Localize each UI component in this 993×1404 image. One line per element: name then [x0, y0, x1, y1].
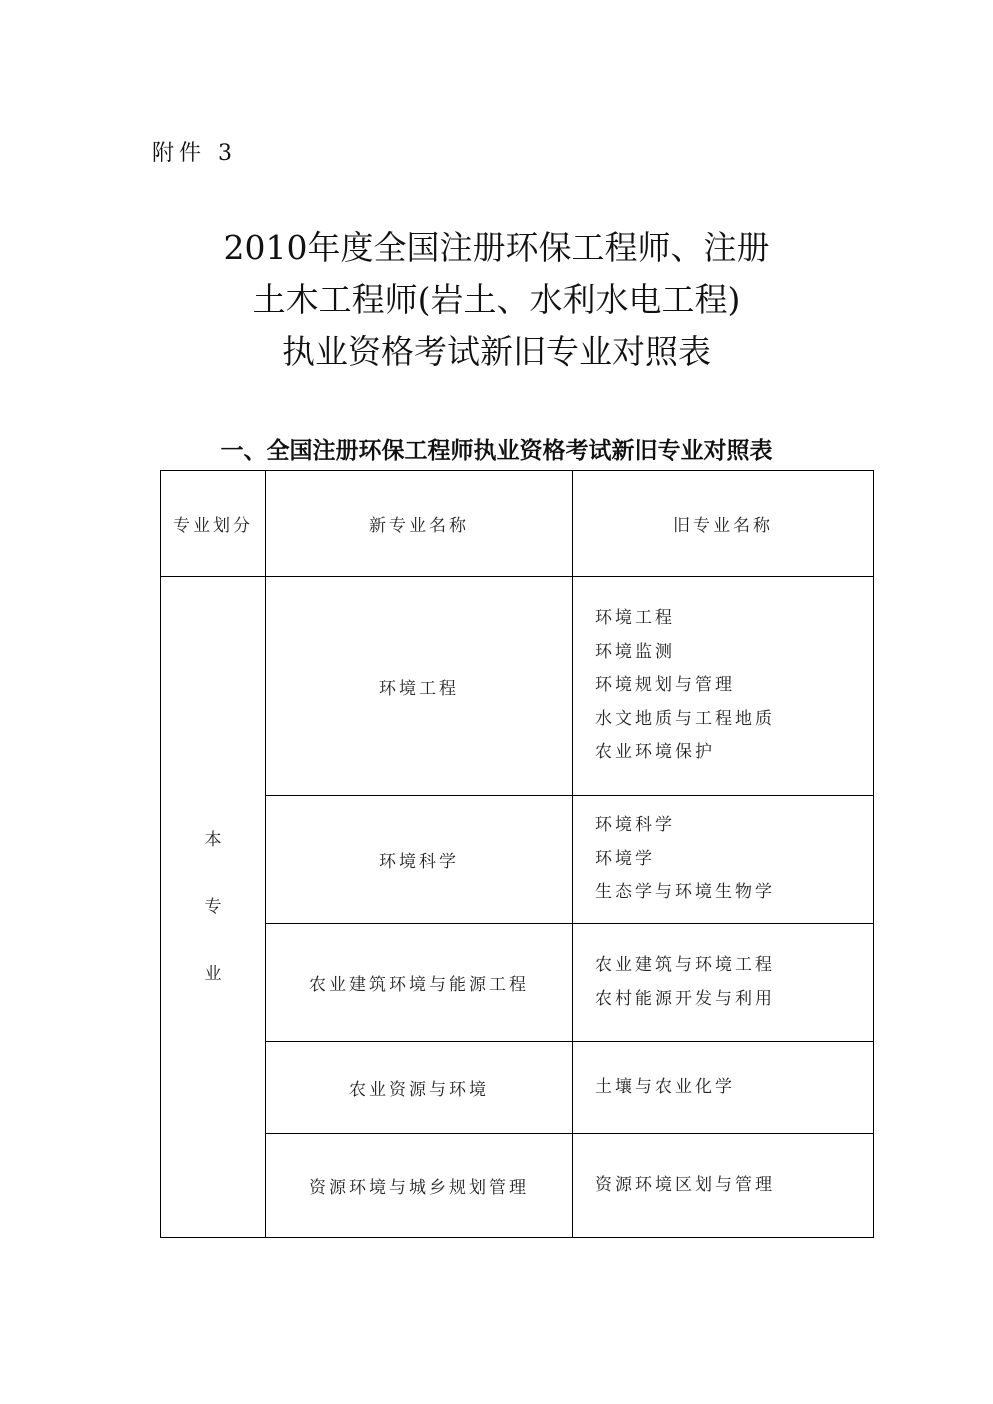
header-old-major: 旧专业名称 — [573, 471, 874, 577]
major-comparison-table — [160, 470, 874, 1238]
title-line-1: 2010年度全国注册环保工程师、注册 — [223, 228, 770, 267]
title-line-3: 执业资格考试新旧专业对照表 — [282, 332, 711, 371]
old-major: 环境科学 — [595, 815, 675, 836]
old-major: 生态学与环境生物学 — [595, 882, 775, 903]
old-major: 农业环境保护 — [595, 742, 715, 763]
old-majors-cell — [573, 796, 874, 924]
category-char-1: 本 — [204, 829, 222, 850]
old-majors-cell — [573, 1134, 874, 1238]
table-header-row — [161, 471, 874, 577]
table-row — [161, 1042, 874, 1134]
header-category: 专业划分 — [161, 471, 266, 577]
document-title — [0, 222, 993, 378]
old-majors-cell — [573, 924, 874, 1042]
new-major-cell: 农业资源与环境 — [266, 1042, 573, 1134]
new-major-cell: 农业建筑环境与能源工程 — [266, 924, 573, 1042]
table-row — [161, 577, 874, 796]
old-majors-cell — [573, 577, 874, 796]
old-major: 环境规划与管理 — [595, 675, 735, 696]
category-char-2: 专 — [204, 896, 222, 917]
old-major: 资源环境区划与管理 — [595, 1174, 775, 1195]
old-major: 环境监测 — [595, 641, 675, 662]
old-major: 农业建筑与环境工程 — [595, 955, 775, 975]
old-major: 环境学 — [595, 848, 655, 869]
old-major: 水文地质与工程地质 — [595, 708, 775, 729]
section-title: 一、全国注册环保工程师执业资格考试新旧专业对照表 — [220, 438, 773, 464]
new-major-cell: 环境科学 — [266, 796, 573, 924]
table-row — [161, 1134, 874, 1238]
old-major: 环境工程 — [595, 608, 675, 629]
category-cell — [161, 577, 266, 1238]
new-major-cell: 环境工程 — [266, 577, 573, 796]
old-major: 农村能源开发与利用 — [595, 988, 775, 1009]
header-new-major: 新专业名称 — [266, 471, 573, 577]
old-majors-cell — [573, 1042, 874, 1134]
attachment-label: 附件 3 — [152, 141, 237, 166]
table-row — [161, 796, 874, 924]
table-row — [161, 924, 874, 1042]
category-char-3: 业 — [204, 963, 222, 984]
title-line-2: 土木工程师(岩土、水利水电工程) — [252, 280, 741, 319]
old-major: 土壤与农业化学 — [595, 1076, 735, 1097]
new-major-cell: 资源环境与城乡规划管理 — [266, 1134, 573, 1238]
